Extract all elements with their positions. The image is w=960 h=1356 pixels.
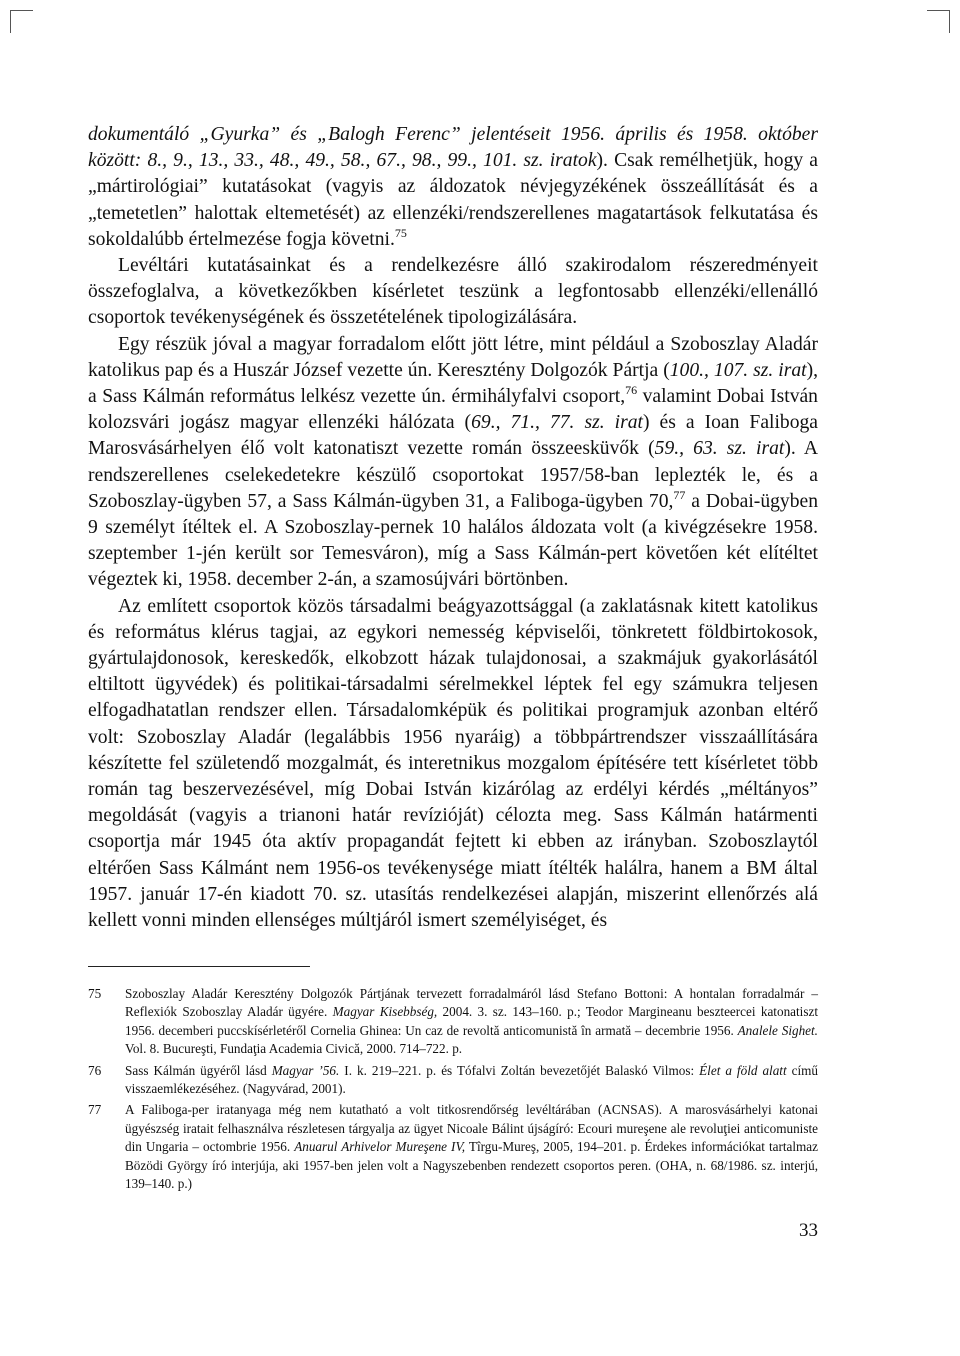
- paragraph-1: [88, 122, 818, 253]
- footnote-77-text-2: Tîrgu-Mureş, 2005, 194–201. p. Érdekes információkat tartalmaz Bözödi György író interjúja, aki 1957-ben jelen volt a Nagyszebenben rendezett csoportos peren. (OHA, n. 68/1986. sz. interjú, 139–140. p.): [125, 1139, 819, 1192]
- footnote-ref-77: 77: [673, 487, 686, 502]
- footnote-separator: [88, 966, 310, 967]
- footnote-75: [88, 985, 818, 1059]
- footnote-77-title-1: Anuarul Arhivelor Mureşene IV,: [294, 1139, 466, 1155]
- paragraph-3-text-4: ) és a Ioan Faliboga Marosvásárhelyen élő volt katonatiszt vezette román összeesküvők (: [88, 412, 818, 460]
- footnote-number: 77: [88, 1102, 102, 1118]
- footnote-75-title-2: Analele Sighet.: [737, 1022, 818, 1038]
- paragraph-1-italic: dokumentáló „Gyurka” és „Balogh Ferenc” jelentéseit 1956. április és 1958. október között: 8., 9., 13., 33., 48., 49., 58., 67., 98., 99., 101. sz. iratok: [88, 124, 818, 172]
- paragraph-3-text-6: a Dobai-ügyben 9 személyt ítéltek el. A Szoboszlay-pernek 10 halálos áldozata volt (a kivégzésekre 1958. szeptember 1-jén került sor Temesváron), míg a Sass Kálmán-pert követően két elítéltet végeztek ki, 1958. december 2-án, a szamosújvári börtönben.: [88, 490, 818, 591]
- footnote-76: [88, 1062, 818, 1099]
- footnote-number: 76: [88, 1062, 102, 1078]
- footnote-ref-75: 75: [394, 225, 407, 240]
- footnote-75-text-2: 2004. 3. sz. 143–160. p.; Teodor Margineanu beszteercei katonatiszt 1956. decemberi puccskísérletéről Cornelia Ghinea: Un caz de revoltă anticomunistă în armată – decembrie 1956.: [125, 1004, 818, 1038]
- paragraph-3-ref-3: 59., 63. sz. irat: [654, 438, 785, 460]
- footnote-76-text-3: című visszaemlékezéséhez. (Nagyvárad, 2001).: [125, 1062, 818, 1097]
- main-text: [88, 122, 818, 934]
- footnote-number: 75: [88, 986, 102, 1001]
- footnote-77: [88, 1101, 818, 1193]
- page-number: 33: [799, 1220, 818, 1241]
- footnote-75-text-1: Szoboszlay Aladár Keresztény Dolgozók Pártjának tervezett forradalmáról lásd Stefano Bottoni: A hontalan forradalmár – Reflexiók Szoboszlay Aladár ügyére.: [125, 986, 818, 1020]
- footnote-text: [125, 1062, 818, 1099]
- footnote-75-title-1: Magyar Kisebbség,: [332, 1004, 438, 1020]
- paragraph-3-ref-1: 100., 107. sz. irat: [669, 359, 807, 381]
- paragraph-3-text-2: ), a Sass Kálmán református lelkész vezette ún. érmihályfalvi csoport,: [88, 359, 818, 408]
- footnote-75-text-3: Vol. 8. Bucureşti, Fundaţia Academia Civică, 2000. 714–722. p.: [125, 1041, 463, 1057]
- paragraph-3-text-3: valamint Dobai István kolozsvári jogász magyar ellenzéki hálózata (: [88, 386, 818, 434]
- footnotes: [88, 985, 818, 1196]
- paragraph-1-text: ). Csak remélhetjük, hogy a „mártirológiai” kutatásokat (vagyis az áldozatok névjegyzékének összeállítását és a „temetetlen” halottak eltemetését) az ellenzéki/rendszerellenes magatartások felkutatása és sokoldalúbb értelmezése fogja követni.: [88, 150, 818, 250]
- paragraph-3-text-1: Egy részük jóval a magyar forradalom előtt jött létre, mint például a Szoboszlay Aladár katolikus pap és a Huszár József vezette ún. Keresztény Dolgozók Pártja (: [88, 333, 818, 381]
- footnote-text: [125, 1101, 818, 1193]
- footnote-text: [125, 985, 818, 1059]
- footnote-76-title-1: Magyar ’56.: [271, 1062, 340, 1078]
- footnote-ref-76: 76: [625, 383, 638, 398]
- crop-mark-top-left: [10, 10, 33, 33]
- footnote-77-text-1: A Faliboga-per iratanyaga még nem kutatható a volt titkosrendőrség levéltárában (ACNSAS). A marosvásárhelyi katonai ügyészség iratait felhasználva részletesen tárgyalja az ügyet Nicoale Bálint újságíró: Ecouri mureşene ale revoluţiei anticomuniste din Ungaria – octombrie 1956.: [125, 1102, 818, 1155]
- crop-mark-top-right: [927, 10, 950, 33]
- paragraph-3-text-5: ). A rendszerellenes cselekedetekre készülő csoportokat 1957/58-ban leplezték le, és a Szoboszlay-ügyben 57, a Sass Kálmán-ügyben 31, a Faliboga-ügyben 70,: [88, 438, 818, 512]
- footnote-76-text-2: I. k. 219–221. p. és Tófalvi Zoltán bevezetőjét Balaskó Vilmos:: [339, 1062, 700, 1078]
- footnote-76-title-2: Élet a föld alatt: [699, 1062, 787, 1078]
- paragraph-3: [88, 332, 818, 594]
- footnote-76-text-1: Sass Kálmán ügyéről lásd: [125, 1062, 272, 1078]
- paragraph-3-ref-2: 69., 71., 77. sz. irat: [471, 412, 643, 434]
- paragraph-4: Az említett csoportok közös társadalmi beágyazottsággal (a zaklatásnak kitett katolikus és református klérus tagjai, az egykori nemesség képviselői, tönkretett földbirtokosok, gyártulajdonosok, kereskedők, elkobzott házak tulajdonosai, a szakmájuk gyakorlásától eltiltott ügyvédek) és politikai-társadalmi sérelmekkel léptek fel egy számukra teljesen elfogadhatatlan rendszer ellen. Társadalomképük és politikai programjuk azonban eltérő volt: Szoboszlay Aladár (legalábbis 1956 nyaráig) a többpártrendszer visszaállítására készítette fel születendő mozgalmát, és interetnikus mozgalom építésére tett kísérletet több román tag beszervezésével, míg Dobai István kizárólag az erdélyi kérdés „méltányos” megoldását (vagyis a trianoni határ revízióját) célozta meg. Sass Kálmán határmenti csoportja már 1945 óta aktív propagandát fejtett ki ebben az irányban. Szoboszlaytól eltérően Sass Kálmánt nem 1956-os tevékenysége miatt ítélték halálra, hanem a BM által 1957. január 17-én kiadott 70. sz. utasítás rendelkezései alapján, miszerint ellenőrzés alá kellett vonni minden ellenséges múltjáról ismert személyiséget, és: [88, 595, 818, 932]
- paragraph-2: Levéltári kutatásainkat és a rendelkezésre álló szakirodalom részeredményeit összefoglalva, a következőkben kísérletet teszünk a legfontosabb ellenzéki/ellenálló csoportok tevékenységének és összetételének tipologizálására.: [88, 255, 818, 329]
